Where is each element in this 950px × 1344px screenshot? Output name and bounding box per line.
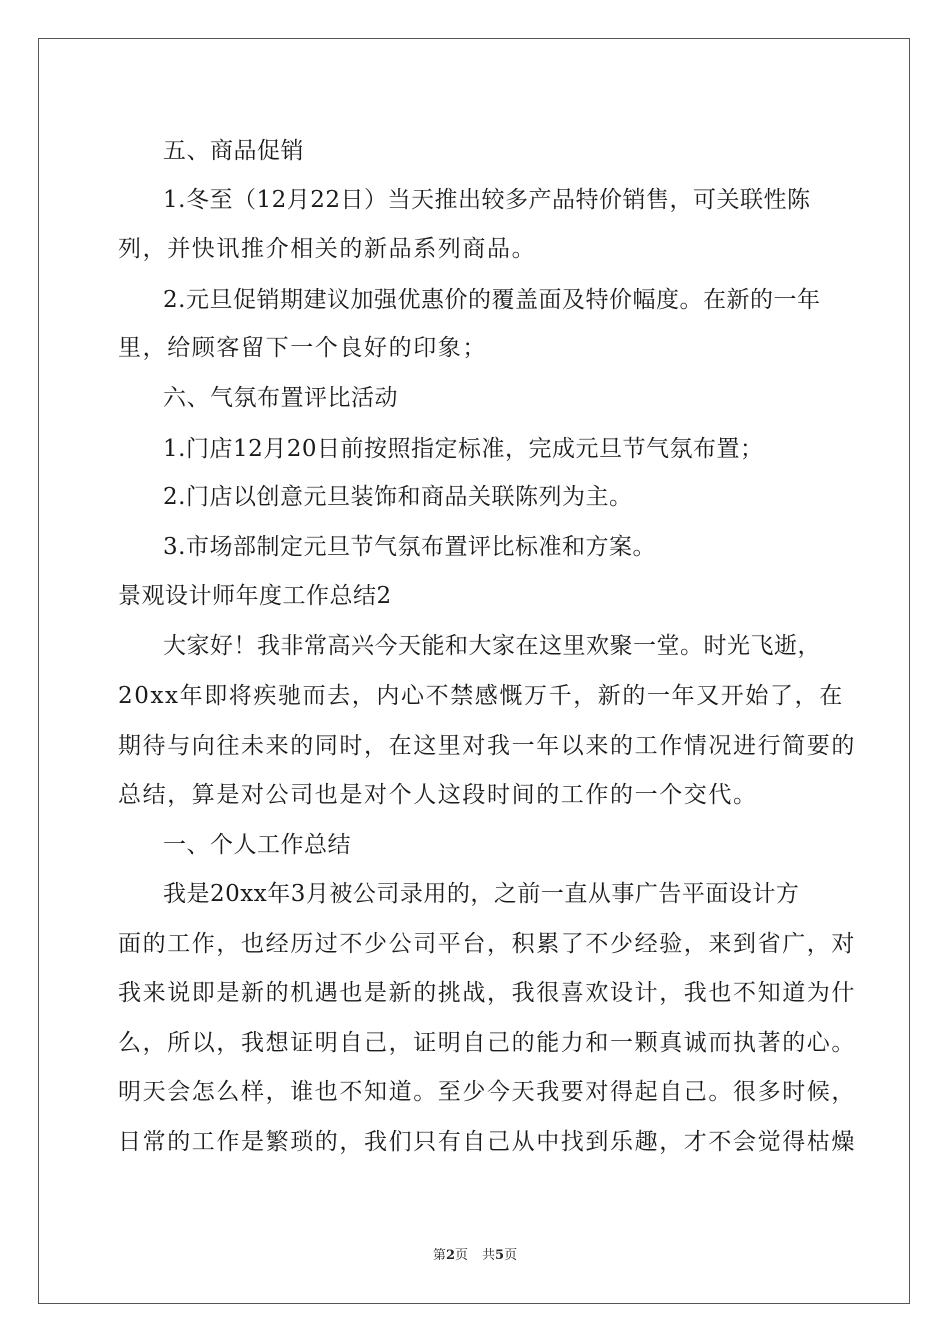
total-prefix: 共 (482, 1248, 496, 1263)
text-line: 日常的工作是繁琐的，我们只有自己从中找到乐趣，才不会觉得枯燥 (118, 1129, 856, 1155)
page-border (38, 38, 910, 1304)
text-line: 20xx年即将疾驰而去，内心不禁感慨万千，新的一年又开始了，在 (118, 683, 844, 709)
text-line: 2.元旦促销期建议加强优惠价的覆盖面及特价幅度。在新的一年 (163, 287, 821, 313)
text-line: 里，给顾客留下一个良好的印象； (118, 335, 487, 361)
total-suffix: 页 (504, 1248, 518, 1263)
text-line: 2.门店以创意元旦装饰和商品关联陈列为主。 (163, 484, 633, 510)
section-title: 景观设计师年度工作总结2 (118, 583, 392, 609)
text-line: 3.市场部制定元旦节气氛布置评比标准和方案。 (163, 534, 656, 560)
page-suffix: 页 (454, 1248, 468, 1263)
total-page-number: 5 (495, 1248, 505, 1263)
text-line: 明天会怎么样，谁也不知道。至少今天我要对得起自己。很多时候， (118, 1079, 856, 1105)
current-page-number: 2 (445, 1248, 455, 1263)
page-footer (0, 1248, 950, 1264)
text-line: 面的工作，也经历过不少公司平台，积累了不少经验，来到省广，对 (118, 931, 856, 957)
text-line: 我来说即是新的机遇也是新的挑战，我很喜欢设计，我也不知道为什 (118, 980, 856, 1006)
text-line: 列，并快讯推介相关的新品系列商品。 (118, 236, 537, 262)
page-prefix: 第 (432, 1248, 446, 1263)
text-line: 么，所以，我想证明自己，证明自己的能力和一颗真诚而执著的心。 (118, 1030, 856, 1056)
text-line: 1.门店12月20日前按照指定标准，完成元旦节气氛布置； (163, 436, 764, 462)
heading-personal-summary: 一、个人工作总结 (163, 832, 351, 858)
text-line: 期待与向往未来的同时，在这里对我一年以来的工作情况进行简要的 (118, 733, 856, 759)
text-line: 我是20xx年3月被公司录用的，之前一直从事广告平面设计方 (163, 881, 800, 907)
text-line: 1.冬至（12月22日）当天推出较多产品特价销售，可关联性陈 (163, 187, 811, 213)
text-line: 大家好！我非常高兴今天能和大家在这里欢聚一堂。时光飞逝， (163, 633, 821, 659)
heading-atmosphere-contest: 六、气氛布置评比活动 (163, 385, 398, 411)
heading-product-promotion: 五、商品促销 (163, 138, 304, 164)
text-line: 总结，算是对公司也是对个人这段时间的工作的一个交代。 (118, 782, 758, 808)
